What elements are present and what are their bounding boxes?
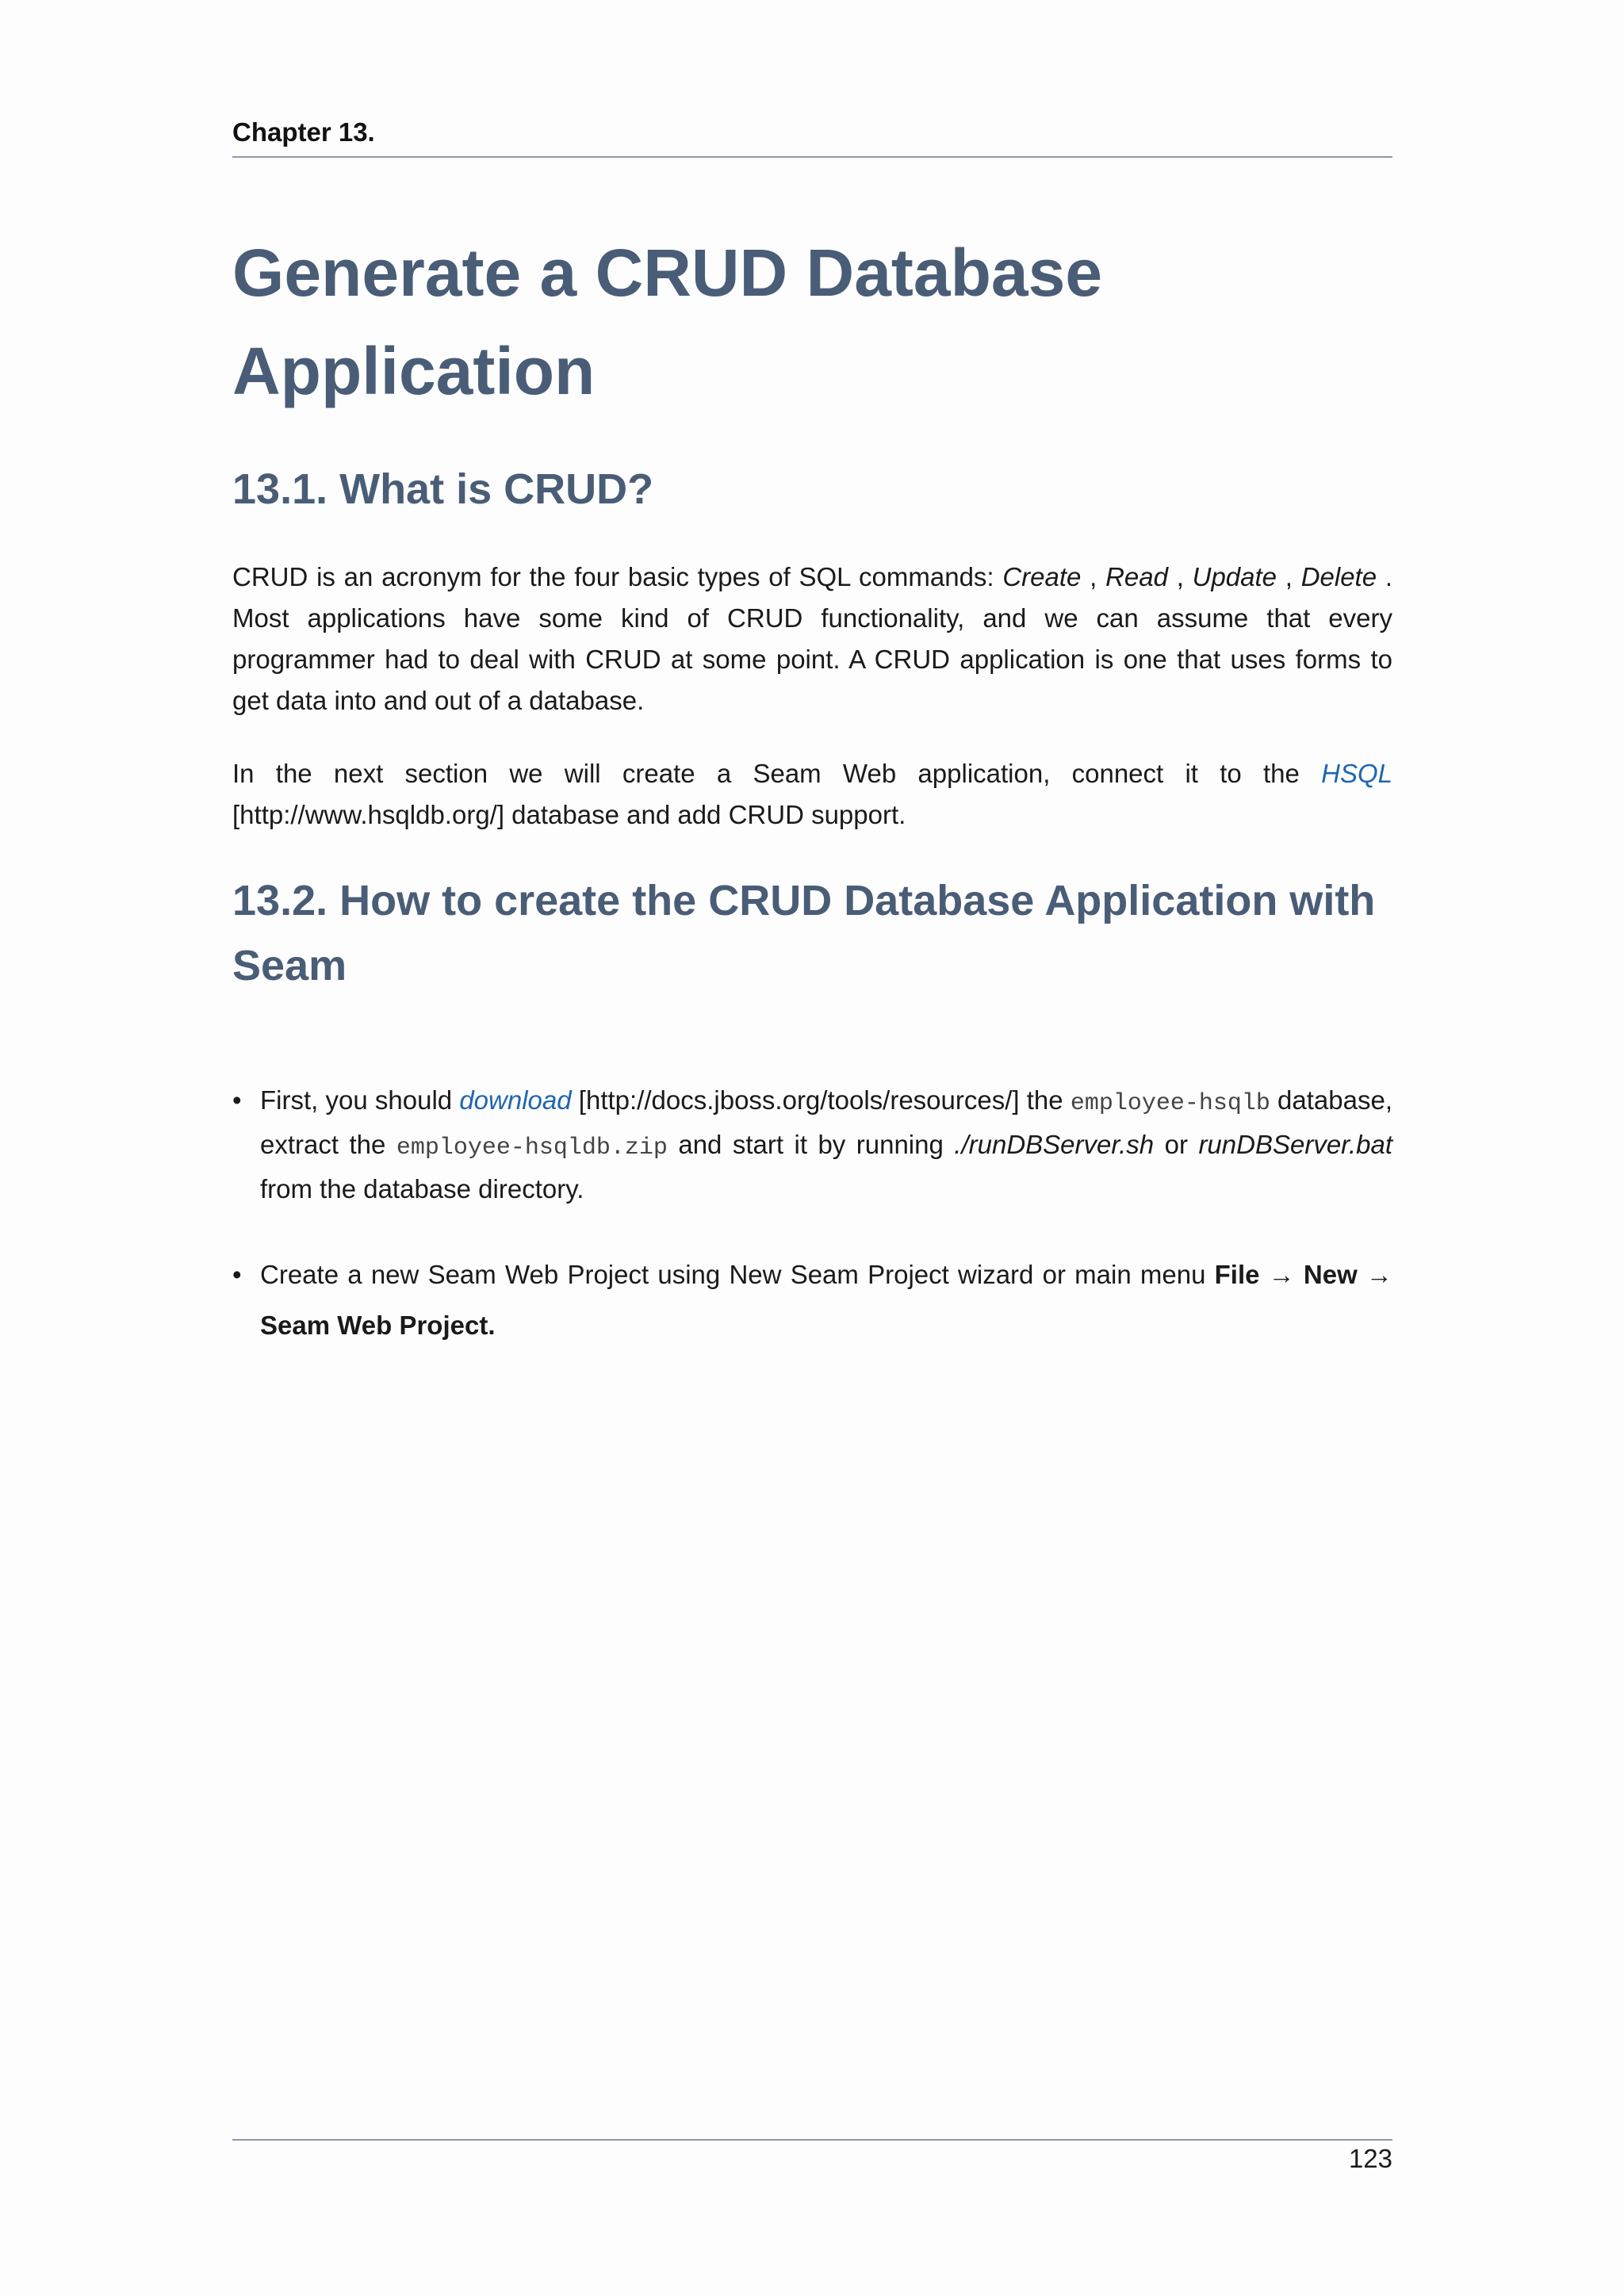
bullet-icon: • (232, 1085, 242, 1115)
separator: , (1081, 562, 1106, 591)
download-link[interactable]: download (459, 1085, 572, 1115)
separator: , (1277, 562, 1301, 591)
chapter-title: Generate a CRUD Database Application (232, 235, 1103, 408)
section-title-what-is-crud: 13.1. What is CRUD? (232, 465, 654, 513)
text: [http://docs.jboss.org/tools/resources/] the (571, 1085, 1071, 1115)
script-sh: ./runDBServer.sh (954, 1130, 1155, 1159)
page-number: 123 (1348, 2144, 1392, 2173)
bullet-icon: • (232, 1260, 242, 1289)
paragraph-next-section (232, 753, 1392, 836)
term-update: Update (1192, 562, 1277, 591)
paragraph-crud-definition (232, 557, 1392, 721)
section-title-how-to-create: 13.2. How to create the CRUD Database Application with Seam (232, 877, 1376, 989)
footer-divider (232, 2139, 1392, 2141)
menu-seam-web-project: Seam Web Project. (260, 1311, 496, 1340)
term-read: Read (1105, 562, 1168, 591)
hsql-link[interactable]: HSQL (1321, 759, 1392, 788)
running-header: Chapter 13. (232, 117, 375, 147)
text: [http://www.hsqldb.org/] database and add CRUD support. (232, 800, 906, 829)
list-item (232, 1249, 1392, 1351)
arrow-icon: → (1259, 1260, 1304, 1289)
script-bat: runDBServer.bat (1198, 1130, 1392, 1159)
database-name: employee-hsqlb (1070, 1090, 1270, 1117)
arrow-icon: → (1357, 1260, 1392, 1289)
term-create: Create (1002, 562, 1082, 591)
text: Create a new Seam Web Project using New Seam Project wizard or main menu (260, 1260, 1215, 1289)
separator: , (1167, 562, 1193, 591)
text: CRUD is an acronym for the four basic types of SQL commands: (232, 562, 1003, 591)
menu-file: File (1214, 1260, 1260, 1289)
text: or (1154, 1130, 1199, 1159)
text: database, extract the (260, 1085, 1392, 1159)
document-page (232, 0, 1392, 2296)
text: In the next section we will create a Seam Web application, connect it to the (232, 759, 1322, 788)
text: from the database directory. (260, 1174, 584, 1203)
list-item (232, 1080, 1392, 1210)
text: and start it by running (667, 1130, 955, 1159)
steps-list (232, 1080, 1392, 1351)
header-divider (232, 156, 1392, 158)
zip-file-name: employee-hsqldb.zip (396, 1135, 668, 1161)
text: . Most applications have some kind of CRUD functionality, and we can assume that every programmer had to deal with CRUD at some point. A CRUD application is one that uses forms to get data into and out of a database. (232, 562, 1392, 715)
text: First, you should (260, 1085, 460, 1115)
menu-new: New (1303, 1260, 1358, 1289)
term-delete: Delete (1300, 562, 1377, 591)
